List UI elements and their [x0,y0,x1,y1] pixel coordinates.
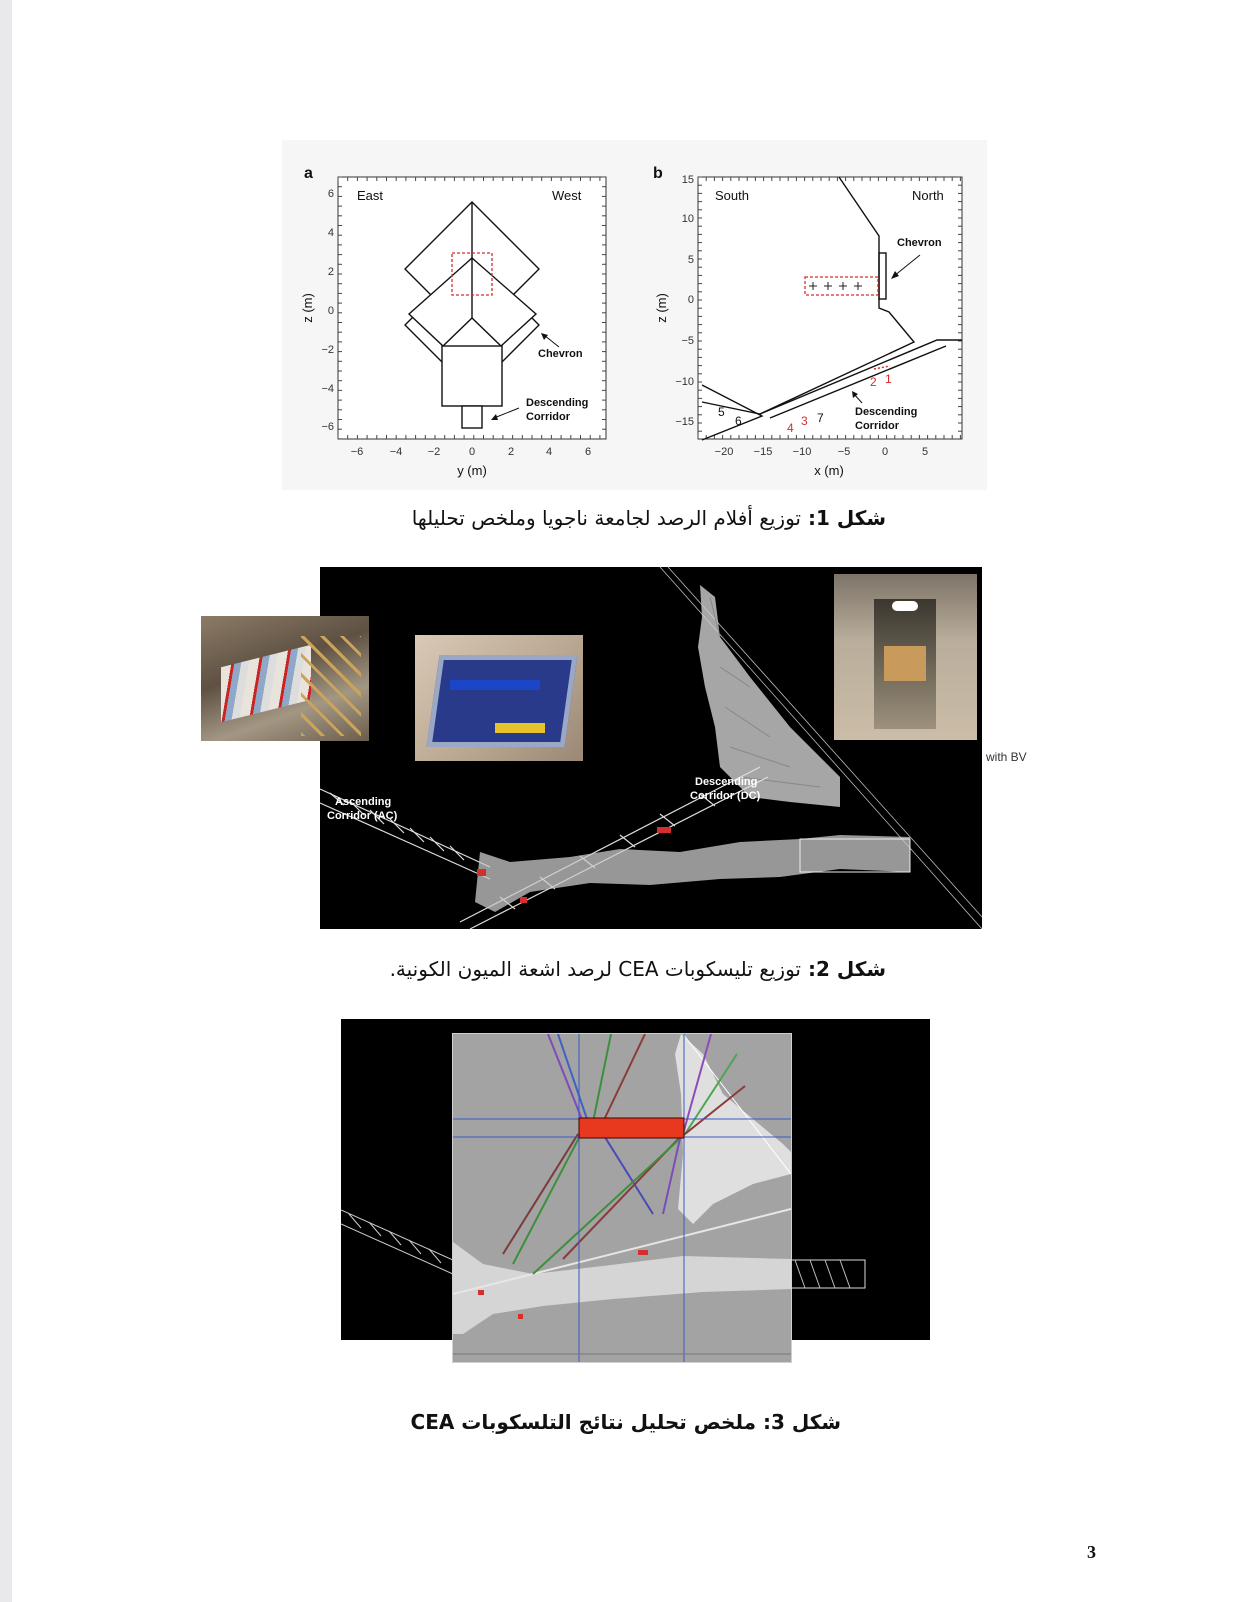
panel-b-position-3: 3 [801,414,808,428]
figure-1-caption-text: توزيع أفلام الرصد لجامعة ناجويا وملخص تحليلها [411,506,801,530]
figure-3-ascending-corridor [341,1200,453,1290]
panel-b-ytick: −10 [675,376,694,388]
panel-b-position-5: 5 [718,405,725,419]
panel-b-position-4: 4 [787,421,794,435]
figure-3-caption-label: شكل 3: [762,1410,841,1434]
figure-2-dc-label-2: Corridor (DC) [690,790,761,802]
panel-a-ytick: 4 [327,227,334,239]
panel-a-xtick: −6 [350,446,364,458]
page-number: 3 [1087,1542,1096,1562]
panel-a-east-label: East [357,188,384,203]
panel-a-chevron-label: Chevron [538,348,583,360]
figure-3-plot-area [452,1033,792,1363]
panel-b-xtick: −10 [792,446,812,458]
panel-a-ytick: 2 [327,266,334,278]
figure-2-caption-label: شكل 2: [807,957,886,981]
panel-b-ytick: 0 [687,294,694,306]
figure-2-caption [390,957,886,981]
panel-a-west-label: West [552,188,582,203]
figure-3-corridor-end [790,1255,870,1295]
panel-b-xtick: 5 [921,446,929,458]
panel-a-ytick: 0 [327,305,334,317]
panel-a-corridor-label-2: Corridor [526,411,570,423]
panel-a-xtick: 0 [468,446,476,458]
panel-a-ytick: −4 [321,383,334,395]
detector-photo-corridor [201,616,369,741]
panel-a-xlabel: y (m) [457,463,487,478]
with-bv-note: with BV [986,750,1027,764]
panel-b-ylabel: z (m) [654,293,669,323]
panel-b-ytick: −15 [675,416,694,428]
panel-b-position-6: 6 [735,414,742,428]
figure-1 [282,140,987,490]
panel-b-corridor-label-1: Descending [855,406,918,418]
panel-b-ytick: 10 [681,213,694,225]
figure-3-caption [411,1410,841,1434]
panel-b-north-label: North [912,188,944,203]
panel-a-ylabel: z (m) [300,293,315,323]
document-page [12,0,1252,1602]
detector-photo-tunnel [834,574,977,740]
figure-2-ac-label-2: Corridor (AC) [327,810,398,822]
figure-1-caption-label: شكل 1: [807,506,886,530]
figure-3-caption-text: ملخص تحليل نتائج التلسكوبات CEA [410,1410,756,1434]
panel-b-ytick: −5 [681,335,694,347]
figure-2-main-corridor [475,835,910,912]
panel-a-xtick: −2 [427,446,441,458]
panel-a-xtick: 4 [545,446,553,458]
panel-a-letter: a [304,165,313,182]
figure-1-plots [282,140,987,490]
panel-b-xtick: 0 [881,446,889,458]
panel-b-xtick: −20 [714,446,734,458]
panel-a-ytick: −2 [321,344,334,356]
panel-b-chevron-label: Chevron [897,237,942,249]
figure-1-caption [412,506,886,530]
panel-b-south-label: South [715,188,749,203]
panel-b-xlabel: x (m) [814,463,844,478]
panel-b-letter: b [653,165,663,182]
panel-b-ytick: 5 [687,254,694,266]
panel-b-position-1: 1 [885,372,892,386]
panel-a-xtick: −4 [389,446,403,458]
panel-a-corridor-label-1: Descending [526,397,589,409]
figure-2-caption-text: توزيع تليسكوبات CEA لرصد اشعة الميون الكونية. [389,957,801,981]
panel-b-xtick: −5 [837,446,851,458]
panel-a-xtick: 2 [507,446,515,458]
panel-b-position-2: 2 [870,375,877,389]
panel-b-frame [698,177,962,439]
panel-a-ytick: 6 [327,188,334,200]
figure-2-ac-label-1: Ascending [335,796,392,808]
panel-b-position-7: 7 [817,411,824,425]
figure-3-tracks [453,1034,791,1362]
figure-2-dc-label-1: Descending [695,776,758,788]
figure-2-chevron-wireframe [698,585,840,807]
detector-photo-telescope [415,635,583,761]
figure-3-detector-box [579,1118,684,1138]
panel-b-corridor-label-2: Corridor [855,420,899,432]
panel-a-xtick: 6 [584,446,592,458]
panel-b-ytick: 15 [681,174,694,186]
panel-a-ytick: −6 [321,421,334,433]
panel-b-xtick: −15 [753,446,773,458]
